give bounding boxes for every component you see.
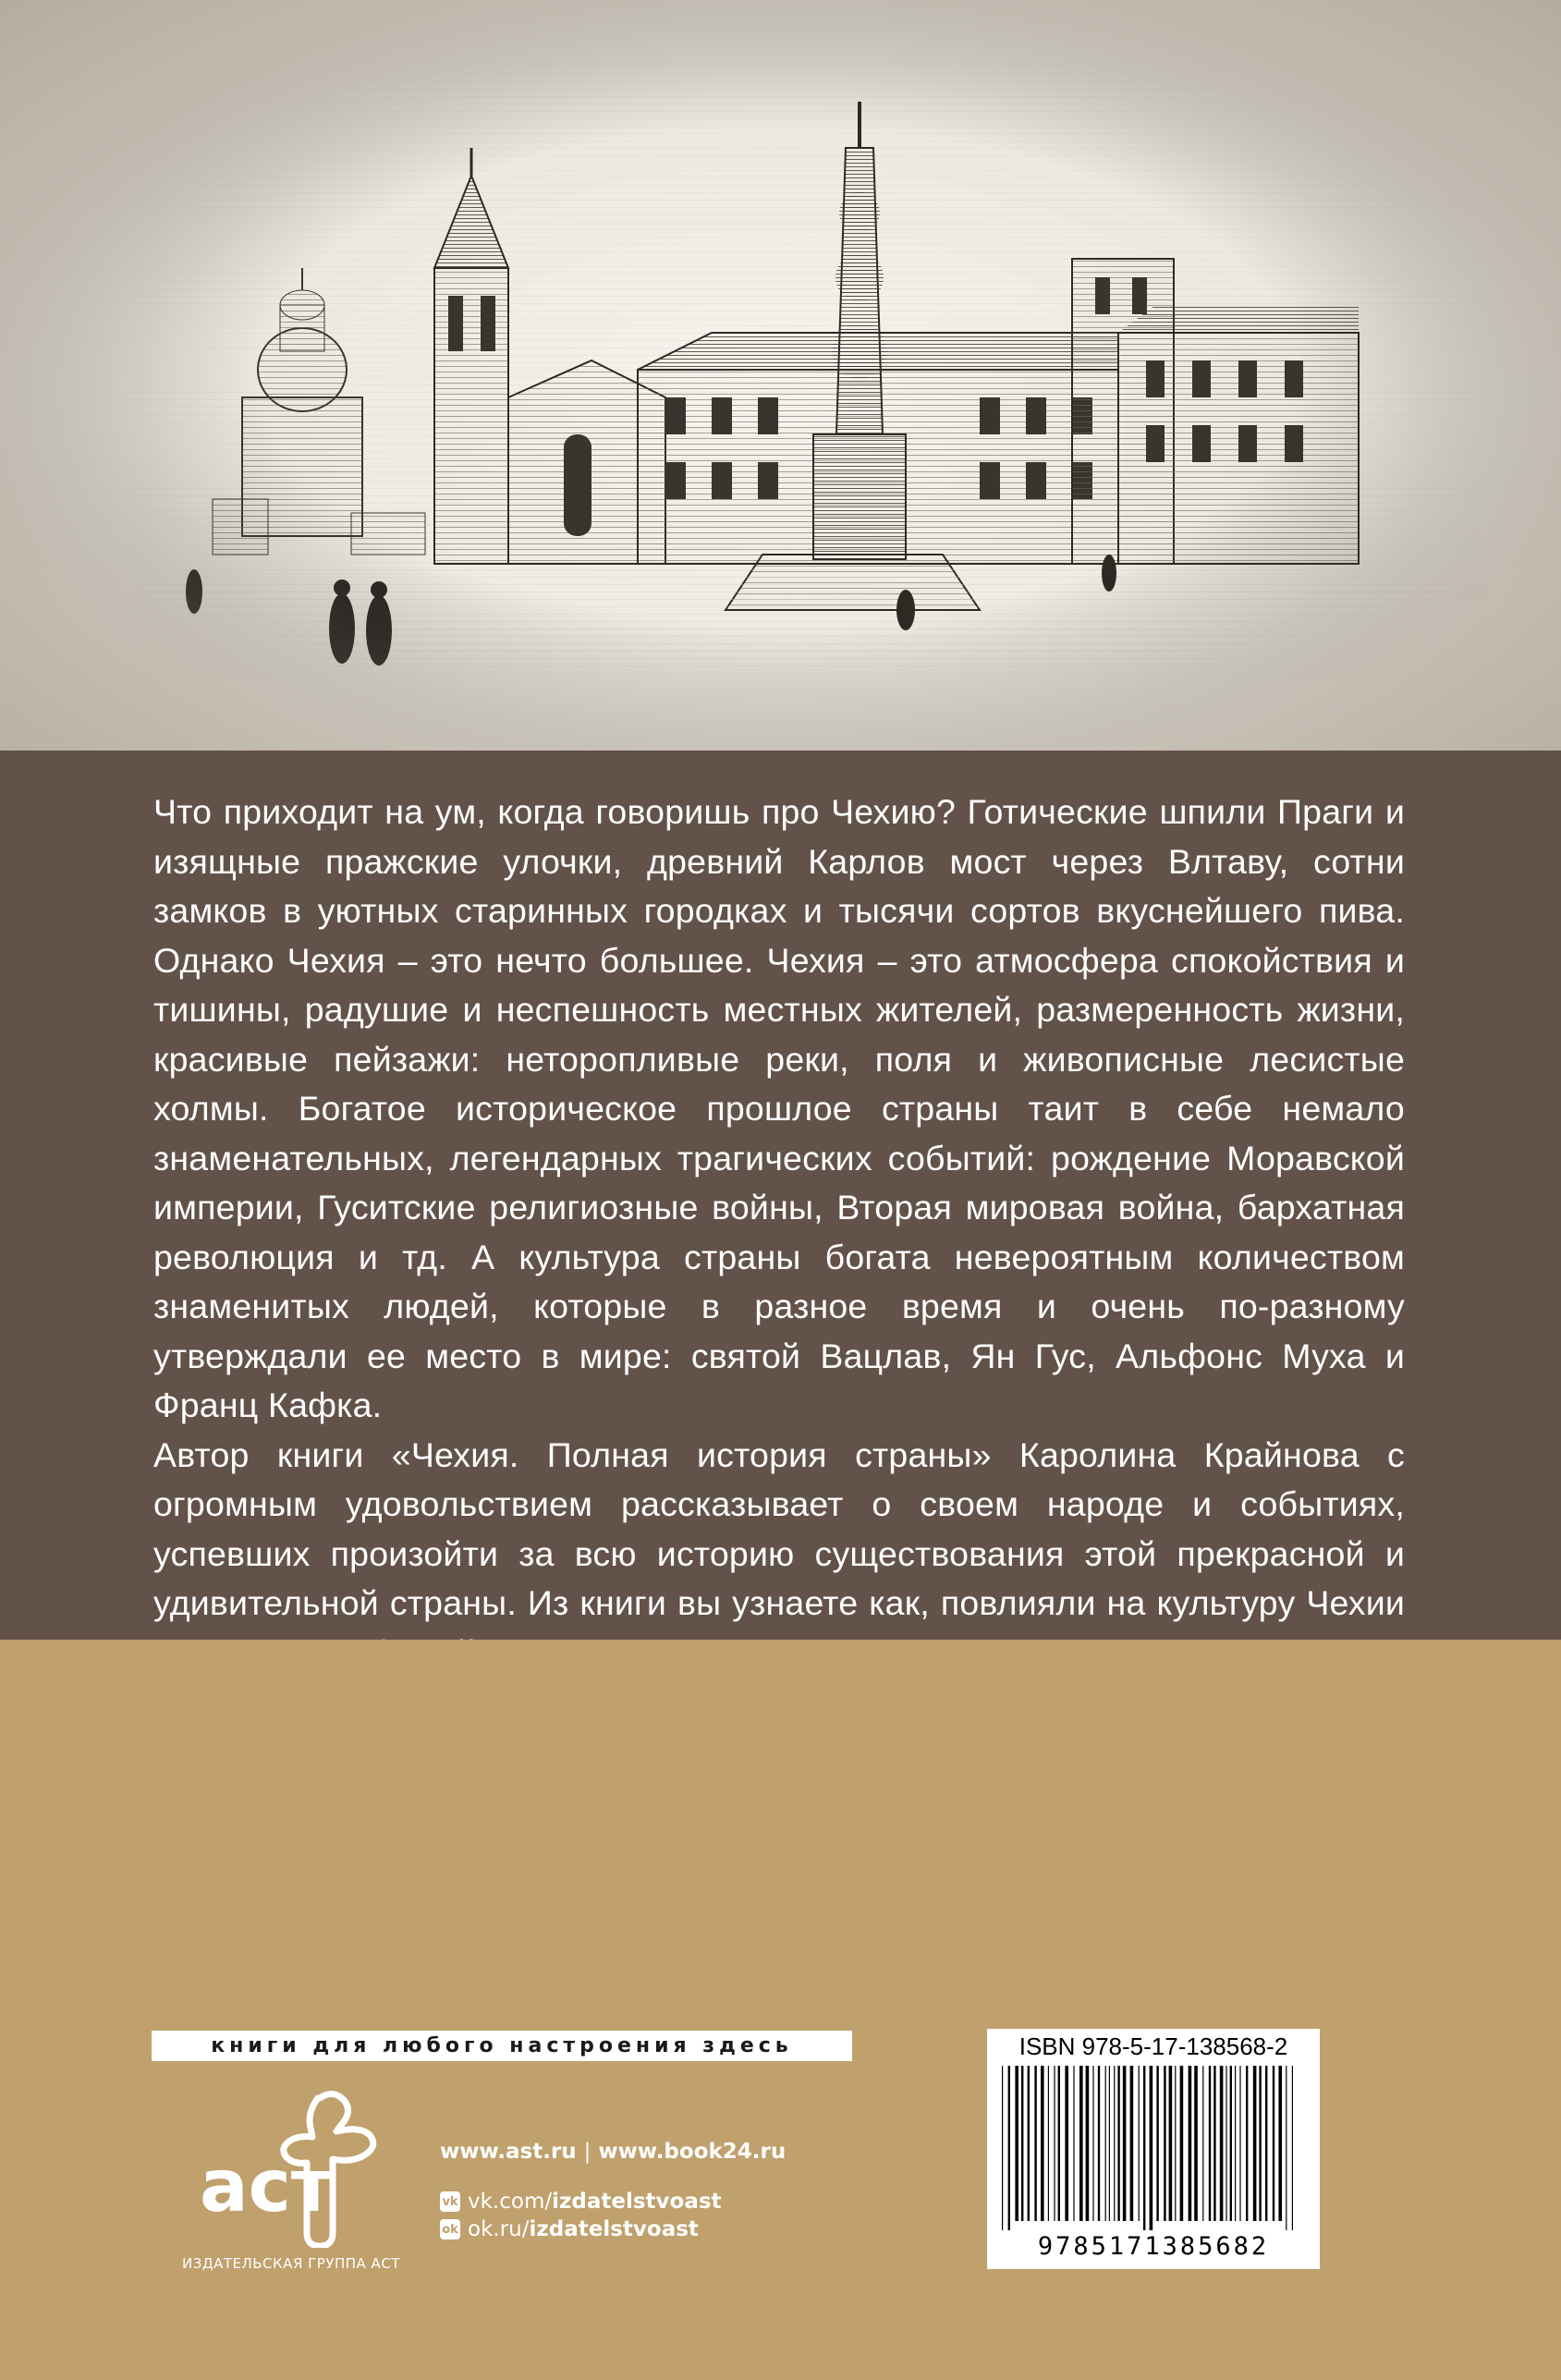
publisher-links xyxy=(440,2140,786,2245)
barcode-bar xyxy=(1002,2066,1003,2230)
barcode-bar xyxy=(1286,2066,1287,2230)
barcode-bar xyxy=(1058,2066,1060,2221)
barcode-bar xyxy=(1189,2066,1192,2221)
barcode-bar xyxy=(1008,2066,1010,2230)
barcode-bar xyxy=(1139,2066,1140,2221)
website-link-book24[interactable]: www.book24.ru xyxy=(598,2140,787,2164)
ast-logo-icon xyxy=(181,2081,403,2248)
barcode-bar xyxy=(1292,2066,1293,2230)
vk-handle: izdatelstvoast xyxy=(552,2190,722,2214)
barcode-bar xyxy=(1259,2066,1261,2221)
barcode-bar xyxy=(1021,2066,1023,2221)
prague-square-engraving xyxy=(0,0,1561,751)
barcode-bar xyxy=(1048,2066,1049,2221)
barcode-bar xyxy=(1117,2066,1119,2221)
barcode-bar xyxy=(1034,2066,1036,2221)
barcode-bar xyxy=(1065,2066,1068,2221)
description-text xyxy=(153,787,1405,1727)
barcode-bar xyxy=(1054,2066,1055,2221)
website-link-ast[interactable]: www.ast.ru xyxy=(440,2140,577,2164)
barcode-bar xyxy=(1239,2066,1240,2221)
website-separator: | xyxy=(583,2140,591,2164)
barcode-digits: 9785171385682 xyxy=(1037,2232,1270,2261)
description-paragraph-1: Что приходит на ум, когда говоришь про Чехию? Готические шпили Праги и изящные пражские улочки, древний Карлов мост через Влтаву, сотни замков в уютных старинных городках и тысячи сортов вкуснейшего пива. Однако Чехия – это нечто большее. Чехия – это атмосфера спокойствия и тишины, радушие и неспешность местных жителей, размеренность жизни, красивые пейзажи: неторопливые реки, поля и живописные лесистые холмы. Богатое историческое прошлое страны таит в себе немало знаменательных, легендарных трагических событий: рождение Моравской империи, Гуситские религиозные войны, Вторая мировая война, бархатная революция и тд. А культура страны богата невероятным количеством знаменитых людей, которые в разное время и очень по-разному утверждали ее место в мире: святой Вацлав, Ян Гус, Альфонс Муха и Франц Кафка. xyxy=(153,792,1405,1424)
barcode-bar xyxy=(1109,2066,1110,2221)
barcode-bar xyxy=(1156,2066,1158,2221)
description-paragraph-2: Автор книги «Чехия. Полная история страны» Каролина Крайнова с огромным удовольствием рассказывает о своем народе и событиях, успевших произойти за всю историю существования этой прекрасной и удивительной страны. Из книги вы узнаете как, повлияли на культуру Чехии xyxy=(153,1434,1405,1622)
barcode-bar xyxy=(1041,2066,1044,2221)
website-line xyxy=(440,2140,786,2164)
barcode-bar xyxy=(1246,2066,1248,2221)
barcode-bar xyxy=(1202,2066,1203,2221)
ok-icon: ok xyxy=(440,2219,460,2240)
barcode-bar xyxy=(1092,2066,1093,2221)
barcode-bar xyxy=(1150,2066,1153,2230)
publisher-caption: ИЗДАТЕЛЬСКАЯ ГРУППА АСТ xyxy=(182,2255,400,2272)
barcode-bar xyxy=(1073,2066,1074,2221)
ok-handle: izdatelstvoast xyxy=(529,2217,699,2241)
barcode-bar xyxy=(1114,2066,1115,2221)
barcode-bar xyxy=(1278,2066,1282,2221)
ok-link[interactable] xyxy=(440,2217,786,2241)
description-panel xyxy=(0,751,1561,1640)
barcode-bar xyxy=(1123,2066,1127,2221)
vk-link[interactable] xyxy=(440,2190,786,2214)
barcode-bar xyxy=(1130,2066,1134,2221)
barcode-bar xyxy=(1143,2066,1145,2230)
barcode-bar xyxy=(1180,2066,1184,2221)
barcode-bar xyxy=(1086,2066,1090,2221)
barcode-bars xyxy=(998,2066,1309,2230)
barcode-bar xyxy=(1213,2066,1215,2221)
tagline: книги для любого настроения здесь xyxy=(211,2034,793,2057)
barcode-bar xyxy=(1028,2066,1030,2221)
vk-icon: vk xyxy=(440,2191,460,2212)
barcode-bar xyxy=(1098,2066,1100,2221)
barcode-bar xyxy=(1220,2066,1224,2221)
ok-prefix: ok.ru/ xyxy=(468,2217,530,2241)
barcode-bar xyxy=(1273,2066,1274,2221)
barcode-bar xyxy=(1265,2066,1267,2221)
barcode-bar xyxy=(1194,2066,1198,2221)
barcode-bar xyxy=(1079,2066,1083,2221)
barcode-bar xyxy=(1209,2066,1211,2221)
ast-logo-text: аст xyxy=(200,2145,334,2228)
barcode-bar xyxy=(1015,2066,1018,2221)
vk-prefix: vk.com/ xyxy=(468,2190,553,2214)
barcode-bar xyxy=(1235,2066,1236,2221)
isbn-text: ISBN 978-5-17-138568-2 xyxy=(1018,2032,1288,2060)
barcode-bar xyxy=(1164,2066,1165,2221)
barcode-bar xyxy=(1175,2066,1176,2221)
tagline-bar xyxy=(152,2031,852,2061)
barcode-bar xyxy=(1169,2066,1173,2221)
barcode-bar xyxy=(1230,2066,1232,2221)
barcode-box xyxy=(987,2029,1320,2269)
engraving-illustration xyxy=(0,0,1561,751)
barcode-bar xyxy=(1105,2066,1106,2221)
barcode-bar xyxy=(1253,2066,1257,2221)
